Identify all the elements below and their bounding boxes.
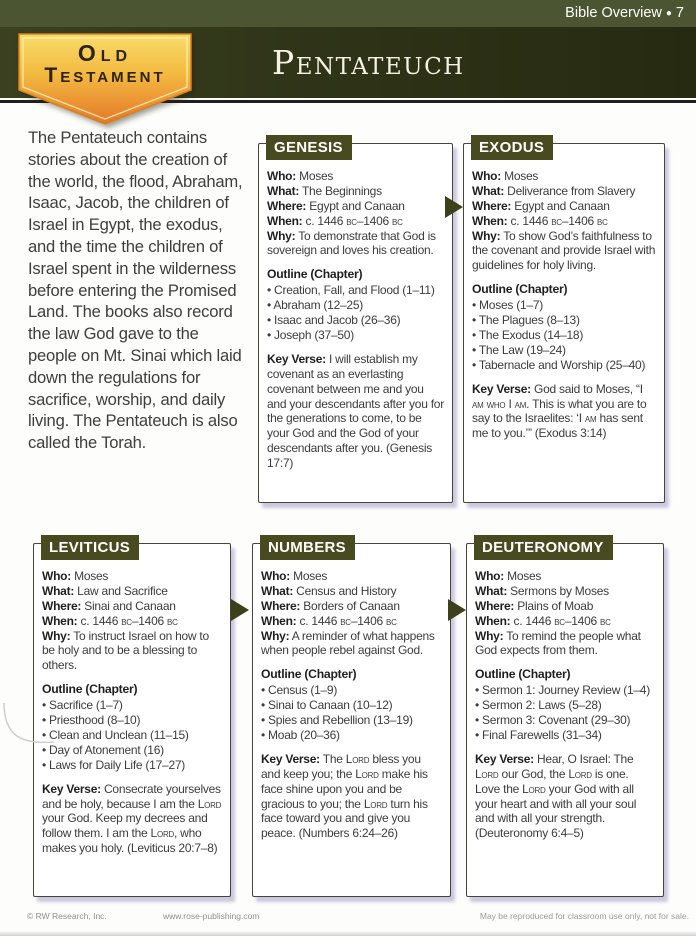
field-value-where: Plains of Moab (517, 598, 594, 613)
field-value-when: c. 1446 bc–1406 bc (305, 213, 403, 228)
field-label-why: Why: (261, 628, 290, 643)
outline-item: • Isaac and Jacob (26–36) (267, 313, 445, 328)
field-label-what: What: (42, 583, 75, 598)
field-who (475, 569, 656, 584)
card-body (464, 144, 664, 447)
outline-item: • Tabernacle and Worship (25–40) (472, 358, 657, 373)
page-bottom-edge (0, 931, 696, 936)
outline-item: • Sermon 2: Laws (5–28) (475, 698, 656, 713)
field-label-what: What: (261, 583, 294, 598)
page-number: 7 (675, 5, 684, 21)
outline-item: • The Exodus (14–18) (472, 328, 657, 343)
field-what (267, 184, 445, 199)
bullet-icon: ● (665, 8, 672, 19)
scan-artifact-curve (0, 695, 60, 755)
outline-item: • Priesthood (8–10) (42, 713, 223, 728)
field-where (475, 599, 656, 614)
field-label-what: What: (267, 183, 300, 198)
field-value-why: To remind the people what God expects from them. (475, 628, 641, 658)
field-label-when: When: (267, 213, 303, 228)
field-value-what: Deliverance from Slavery (507, 183, 636, 198)
intro-paragraph: The Pentateuch contains stories about the creation of the world, the flood, Abraham, Isaac, Jacob, the children of Israel in Egypt, the exodus, and the time the children of Israel spent in the wilderness before entering the Promised Land. The books also record the law God gave to the people on Mt. Sinai which laid down the regulations for sacrifice, worship, and daily living. The Pentateuch is also called the Torah. (28, 128, 243, 453)
field-label-who: Who: (475, 569, 504, 583)
key-verse-label: Key Verse: (267, 351, 326, 366)
outline-item: • Day of Atonement (16) (42, 743, 223, 758)
field-label-why: Why: (472, 228, 501, 243)
outline-title: Outline (Chapter) (267, 267, 363, 282)
field-label-why: Why: (267, 228, 296, 243)
field-label-why: Why: (475, 628, 504, 643)
outline-item: • Moses (1–7) (472, 298, 657, 313)
field-value-what: Census and History (296, 583, 397, 598)
card-body (34, 544, 230, 862)
field-label-why: Why: (42, 628, 71, 643)
book-card (258, 139, 453, 503)
section-title: Pentateuch (272, 43, 465, 82)
outline-item: • Clean and Unclean (11–15) (42, 728, 223, 743)
outline-item: • Joseph (37–50) (267, 328, 445, 343)
outline-item: • The Plagues (8–13) (472, 313, 657, 328)
field-why (267, 229, 445, 259)
badge-line-testament: Testament (44, 64, 166, 87)
field-value-who: Moses (293, 569, 328, 583)
outline-item: • Sacrifice (1–7) (42, 698, 223, 713)
badge-text (18, 42, 192, 86)
book-title: NUMBERS (260, 535, 355, 560)
field-label-who: Who: (267, 169, 296, 183)
field-when (472, 214, 657, 229)
book-title: GENESIS (266, 135, 352, 160)
field-why (472, 229, 657, 274)
field-label-who: Who: (261, 569, 290, 583)
field-who (261, 569, 443, 584)
book-title: EXODUS (471, 135, 553, 160)
book-title: DEUTERONOMY (474, 535, 613, 560)
key-verse-text: The Lord bless you and keep you; the Lord make his face shine upon you and be gracious to you; the Lord turn his face toward you and give you peace. (Numbers 6:24–26) (261, 751, 428, 841)
field-label-where: Where: (42, 598, 82, 613)
field-label-where: Where: (472, 198, 512, 213)
field-what (42, 584, 223, 599)
field-where (267, 199, 445, 214)
field-value-why: To instruct Israel on how to be holy and to be a blessing to others. (42, 628, 209, 673)
field-why (475, 629, 656, 659)
book-card (466, 539, 664, 897)
flow-arrow-numbers-deuteronomy (448, 599, 466, 621)
field-label-who: Who: (472, 169, 501, 183)
field-value-where: Egypt and Canaan (514, 198, 610, 213)
field-value-where: Borders of Canaan (303, 598, 400, 613)
header-page-label (565, 0, 684, 27)
card-body (259, 144, 452, 477)
field-what (261, 584, 443, 599)
header-title: Bible Overview (565, 5, 662, 21)
field-why (42, 629, 223, 674)
book-card (252, 539, 451, 897)
outline-list (42, 698, 223, 772)
field-when (42, 614, 223, 629)
field-what (472, 184, 657, 199)
field-value-when: c. 1446 bc–1406 bc (80, 613, 178, 628)
field-where (472, 199, 657, 214)
field-value-why: To demonstrate that God is sovereign and loves his creation. (267, 228, 436, 258)
key-verse (261, 752, 443, 841)
field-label-who: Who: (42, 569, 71, 583)
outline-item: • Sermon 3: Covenant (29–30) (475, 713, 656, 728)
book-title: LEVITICUS (41, 535, 139, 560)
key-verse (42, 782, 223, 856)
field-when (261, 614, 443, 629)
book-card (33, 539, 231, 897)
outline-title: Outline (Chapter) (475, 667, 571, 682)
flow-arrow-genesis-exodus (445, 196, 463, 218)
field-value-who: Moses (299, 169, 334, 183)
key-verse-text: Consecrate yourselves and be holy, because I am the Lord your God. Keep my decrees and follow them. I am the Lord, who makes you holy. (Leviticus 20:7–8) (42, 781, 222, 856)
field-value-when: c. 1446 bc–1406 bc (510, 213, 608, 228)
outline-item: • Laws for Daily Life (17–27) (42, 758, 223, 773)
outline-list (261, 683, 443, 743)
key-verse-text: I will establish my covenant as an everlasting covenant between me and you and your descendants after you for the generations to come, to be your God and the God of your descendants after you. (Genesis 17:7) (267, 351, 444, 470)
field-value-who: Moses (74, 569, 109, 583)
field-label-when: When: (261, 613, 297, 628)
field-when (267, 214, 445, 229)
outline-item: • The Law (19–24) (472, 343, 657, 358)
field-value-when: c. 1446 bc–1406 bc (299, 613, 397, 628)
footer-website: www.rose-publishing.com (163, 911, 260, 921)
outline-item: • Moab (20–36) (261, 728, 443, 743)
outline-item: • Sermon 1: Journey Review (1–4) (475, 683, 656, 698)
field-who (267, 169, 445, 184)
outline-title: Outline (Chapter) (261, 667, 357, 682)
key-verse-label: Key Verse: (42, 781, 101, 796)
outline-title: Outline (Chapter) (472, 282, 568, 297)
key-verse-text: God said to Moses, “I am who I am. This is what you are to say to the Israelites: ‘I am has sent me to you.’” (Exodus 3:14) (472, 381, 647, 441)
field-label-when: When: (475, 613, 511, 628)
field-label-where: Where: (267, 198, 307, 213)
field-who (42, 569, 223, 584)
field-what (475, 584, 656, 599)
field-value-where: Egypt and Canaan (309, 198, 405, 213)
field-value-when: c. 1446 bc–1406 bc (513, 613, 611, 628)
field-label-where: Where: (261, 598, 301, 613)
field-label-what: What: (475, 583, 508, 598)
outline-item: • Final Farewells (31–34) (475, 728, 656, 743)
outline-list (472, 298, 657, 372)
field-label-when: When: (42, 613, 78, 628)
outline-list (475, 683, 656, 743)
badge-line-old: Old (77, 40, 133, 66)
field-value-what: The Beginnings (301, 183, 382, 198)
outline-item: • Census (1–9) (261, 683, 443, 698)
key-verse (472, 382, 657, 442)
old-testament-badge (18, 33, 192, 126)
flow-arrow-leviticus-numbers (231, 599, 249, 621)
field-label-where: Where: (475, 598, 515, 613)
outline-item: • Sinai to Canaan (10–12) (261, 698, 443, 713)
key-verse-label: Key Verse: (261, 751, 320, 766)
field-value-who: Moses (507, 569, 542, 583)
field-when (475, 614, 656, 629)
book-card (463, 139, 665, 503)
field-label-what: What: (472, 183, 505, 198)
outline-item: • Spies and Rebellion (13–19) (261, 713, 443, 728)
card-body (253, 544, 450, 847)
field-value-why: To show God’s faithfulness to the covenant and provide Israel with guidelines for holy living. (472, 228, 656, 273)
field-value-what: Law and Sacrifice (77, 583, 168, 598)
key-verse-text: Hear, O Israel: The Lord our God, the Lord is one. Love the Lord your God with all your heart and with all your soul and with all your strength. (Deuteronomy 6:4–5) (475, 751, 637, 841)
outline-item: • Creation, Fall, and Flood (1–11) (267, 283, 445, 298)
key-verse (267, 352, 445, 471)
card-body (467, 544, 663, 847)
footer-license: May be reproduced for classroom use only, not for sale. (479, 911, 689, 921)
top-strip (0, 0, 696, 27)
field-label-when: When: (472, 213, 508, 228)
field-where (42, 599, 223, 614)
key-verse (475, 752, 656, 841)
field-value-where: Sinai and Canaan (84, 598, 176, 613)
field-why (261, 629, 443, 659)
footer-copyright: © RW Research, Inc. (27, 911, 107, 921)
outline-item: • Abraham (12–25) (267, 298, 445, 313)
key-verse-label: Key Verse: (472, 381, 531, 396)
field-who (472, 169, 657, 184)
field-value-what: Sermons by Moses (510, 583, 609, 598)
outline-title: Outline (Chapter) (42, 682, 138, 697)
field-value-why: A reminder of what happens when people rebel against God. (261, 628, 435, 658)
outline-list (267, 283, 445, 343)
field-where (261, 599, 443, 614)
field-value-who: Moses (504, 169, 539, 183)
key-verse-label: Key Verse: (475, 751, 534, 766)
